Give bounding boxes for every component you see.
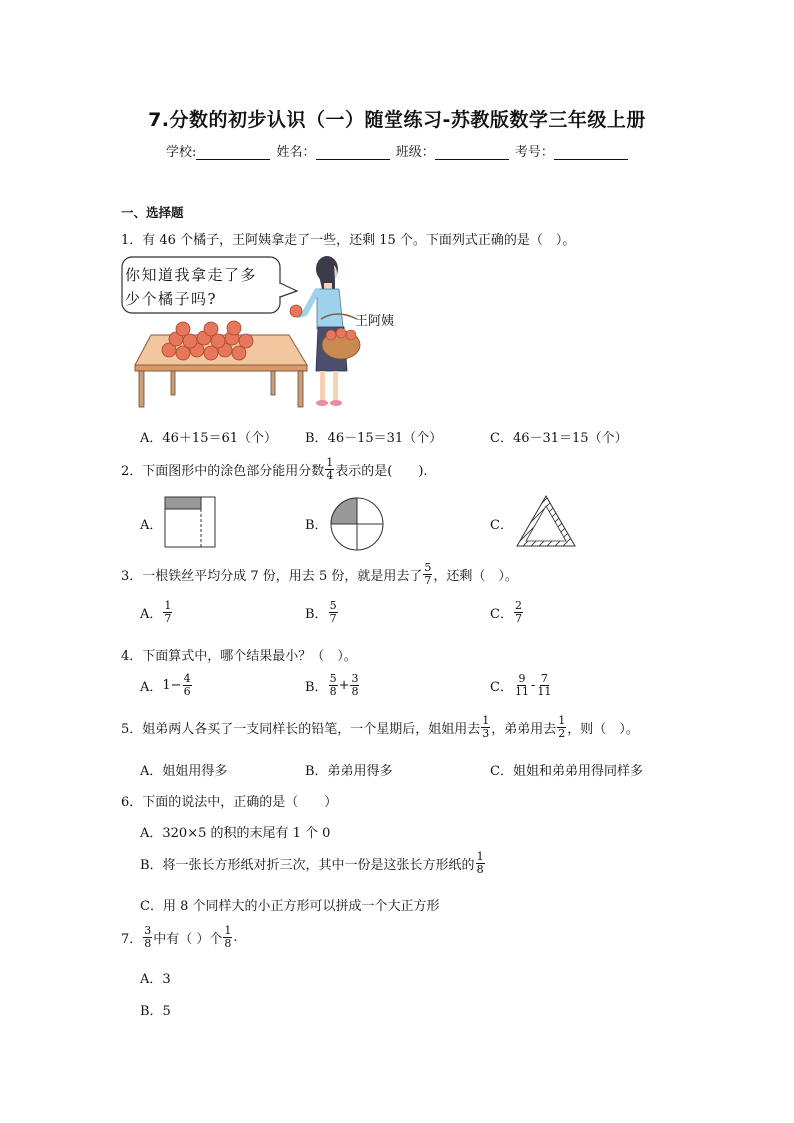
question-5-text bbox=[121, 715, 639, 740]
question-3-fraction: $\frac{5}{7}$ bbox=[424, 561, 432, 587]
question-7-option-b[interactable]: B．5 bbox=[140, 1004, 171, 1019]
section-heading: 一、选择题 bbox=[121, 205, 184, 220]
question-2-fraction: $\frac{1}{4}$ bbox=[326, 456, 334, 482]
question-5-text-mid: ，弟弟用去 bbox=[491, 722, 557, 737]
class-blank[interactable] bbox=[435, 146, 509, 160]
square-quarter-shaded-icon bbox=[164, 496, 216, 548]
question-4-option-c[interactable]: C． $\frac{9}{11}$ - $\frac{7}{11}$ bbox=[490, 672, 552, 698]
question-2-text bbox=[121, 457, 428, 482]
student-info-line bbox=[166, 141, 630, 160]
question-2-option-a[interactable]: A． bbox=[140, 518, 163, 533]
question-3-text-after: ，还剩（ ）。 bbox=[433, 569, 518, 584]
question-1-option-c[interactable]: C．46－31＝15（个） bbox=[490, 431, 628, 446]
question-5-option-c[interactable]: C．姐姐和弟弟用得同样多 bbox=[490, 764, 643, 779]
class-label: 班级： bbox=[395, 145, 435, 160]
question-7-fraction-1: $\frac{3}{8}$ bbox=[144, 924, 152, 950]
triangle-hatched-icon bbox=[515, 494, 577, 548]
question-3-option-b[interactable]: B． $\frac{5}{7}$ bbox=[305, 599, 337, 625]
question-3-option-c[interactable]: C． $\frac{2}{7}$ bbox=[490, 599, 522, 625]
name-blank[interactable] bbox=[316, 146, 390, 160]
question-4-text: 4．下面算式中，哪个结果最小？（ ）。 bbox=[121, 649, 357, 664]
question-2-text-after: 表示的是( ). bbox=[335, 464, 428, 479]
question-3-text-before: 3．一根铁丝平均分成 7 份，用去 5 份，就是用去了 bbox=[121, 569, 423, 584]
question-1-text: 1．有 46 个橘子，王阿姨拿走了一些，还剩 15 个。下面列式正确的是（ ）。 bbox=[121, 233, 576, 248]
question-7-option-a[interactable]: A．3 bbox=[140, 972, 171, 987]
question-5-text-after: ，则（ ）。 bbox=[567, 722, 639, 737]
question-6-option-b[interactable]: B．将一张长方形纸对折三次，其中一份是这张长方形纸的 $\frac{1}{8}$ bbox=[140, 850, 484, 876]
question-5-option-b[interactable]: B．弟弟用得多 bbox=[305, 764, 393, 779]
name-label: 姓名： bbox=[276, 145, 316, 160]
question-5-fraction-1: $\frac{1}{3}$ bbox=[482, 714, 490, 740]
speech-bubble-line-2: 少个橘子吗? bbox=[125, 290, 218, 308]
question-3-option-a[interactable]: A． $\frac{1}{7}$ bbox=[140, 599, 172, 625]
circle-quarter-shaded-icon bbox=[329, 496, 385, 552]
question-5-text-before: 5．姐弟两人各买了一支同样长的铅笔，一个星期后，姐姐用去 bbox=[121, 722, 481, 737]
question-2-option-c[interactable]: C． bbox=[490, 518, 513, 533]
question-6-option-a[interactable]: A．320×5 的积的末尾有 1 个 0 bbox=[140, 826, 331, 841]
question-2-text-before: 2．下面图形中的涂色部分能用分数 bbox=[121, 464, 325, 479]
question-6-text: 6．下面的说法中，正确的是（ ） bbox=[121, 795, 338, 810]
question-6-option-c[interactable]: C．用 8 个同样大的小正方形可以拼成一个大正方形 bbox=[140, 899, 440, 914]
school-blank[interactable] bbox=[196, 146, 270, 160]
speech-bubble-line-1: 你知道我拿走了多 bbox=[125, 266, 258, 284]
exam-no-label: 考号： bbox=[514, 145, 554, 160]
question-7-fraction-2: $\frac{1}{8}$ bbox=[224, 924, 232, 950]
page-title: 7.分数的初步认识（一）随堂练习-苏教版数学三年级上册 bbox=[148, 109, 646, 131]
question-4-option-b[interactable]: B． $\frac{5}{8}$ + $\frac{3}{8}$ bbox=[305, 672, 359, 698]
question-1-option-a[interactable]: A．46＋15＝61（个） bbox=[140, 431, 278, 446]
school-label: 学校: bbox=[166, 145, 197, 160]
person-label: 王阿姨 bbox=[355, 314, 395, 329]
question-1-illustration bbox=[121, 253, 411, 413]
question-2-option-b[interactable]: B． bbox=[305, 518, 328, 533]
question-7-text: 7． $\frac{3}{8}$ 中有（ ）个 $\frac{1}{8}$ . bbox=[121, 924, 238, 950]
question-1-option-b[interactable]: B．46－15＝31（个） bbox=[305, 431, 443, 446]
question-3-text bbox=[121, 562, 518, 587]
question-5-fraction-2: $\frac{1}{2}$ bbox=[558, 714, 566, 740]
question-4-option-a[interactable]: A． 1− $\frac{4}{6}$ bbox=[140, 672, 191, 698]
question-5-option-a[interactable]: A．姐姐用得多 bbox=[140, 764, 228, 779]
exam-no-blank[interactable] bbox=[554, 146, 628, 160]
